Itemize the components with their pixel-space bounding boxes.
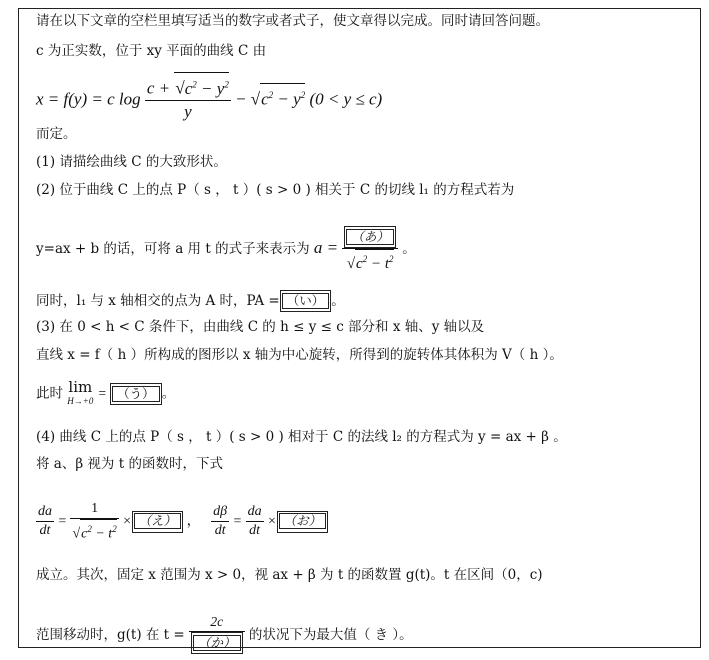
blank-ka: （か）: [191, 632, 243, 654]
question-3-line1: (3) 在 0 < h < C 条件下，由曲线 C 的 h ≤ y ≤ c 部分和 x 轴、y 轴以及: [36, 319, 485, 335]
q2-slope-line: y=ax + b 的话，可将 a 用 t 的式子来表示为 a = $\frac{\text{（あ）}}{√c^2 - t^2}$ 。: [36, 226, 416, 273]
q2-pa-line: 同时，l₁ 与 x 轴相交的点为 A 时，PA = （い） 。: [36, 290, 345, 312]
blank-i: （い）: [280, 290, 332, 312]
blank-u: （う）: [110, 383, 162, 405]
q3-limit-line: 此时 lim H→+0 = （う） 。: [36, 378, 176, 406]
q2-slope-suffix: 。: [402, 241, 416, 257]
question-4-line2: 将 a、β 视为 t 的函数时，下式: [36, 456, 223, 472]
intro-text: 请在以下文章的空栏里填写适当的数字或者式子，使文章得以完成。同时请回答问题。: [36, 13, 549, 29]
blank-e: （え）: [132, 511, 184, 533]
setup-text: c 为正实数，位于 xy 平面的曲线 C 由: [36, 43, 267, 59]
q4-holds-line: 成立。其次，固定 x 范围为 x > 0，视 ax + β 为 t 的函数置 g(t)。t 在区间（0，c): [36, 567, 543, 583]
defined-text: 而定。: [36, 126, 77, 142]
blank-a: （あ）: [344, 226, 396, 248]
blank-o: （お）: [277, 511, 329, 533]
q2-slope-prefix: y=ax + b 的话，可将 a 用 t 的式子来表示为: [36, 241, 310, 257]
curve-equation: x = f(y) = c log $\frac{c + √c^2 - y^2}{y}$ − $√c^2 - y^2$ (0 < y ≤ c): [36, 72, 382, 123]
question-4-line1: (4) 曲线 C 上的点 P（ s ， t ）( s > 0 ) 相对于 C 的法线 l₂ 的方程式为 y = ax + β 。: [36, 429, 567, 445]
q4-last-line: 范围移动时，g(t) 在 t = $\frac{2c}{\text{（か）}}$ 的状况下为最大值（ き ）。: [36, 613, 413, 654]
question-2: (2) 位于曲线 C 上的点 P（ s ， t ）( s > 0 ) 相关于 C 的切线 l₁ 的方程式若为: [36, 182, 515, 198]
derivative-equations: $\frac{da}{dt}$ = $\frac{1}{√c^2 - t^2}$ × （え） ， $\frac{d\beta}{dt}$ = $\frac{da}{dt}$ × （お）: [36, 500, 328, 544]
question-1: (1) 请描绘曲线 C 的大致形状。: [36, 154, 227, 170]
question-3-line2: 直线 x = f（ h ）所构成的图形以 x 轴为中心旋转，所得到的旋转体其体积为 V（ h ）。: [36, 347, 563, 363]
